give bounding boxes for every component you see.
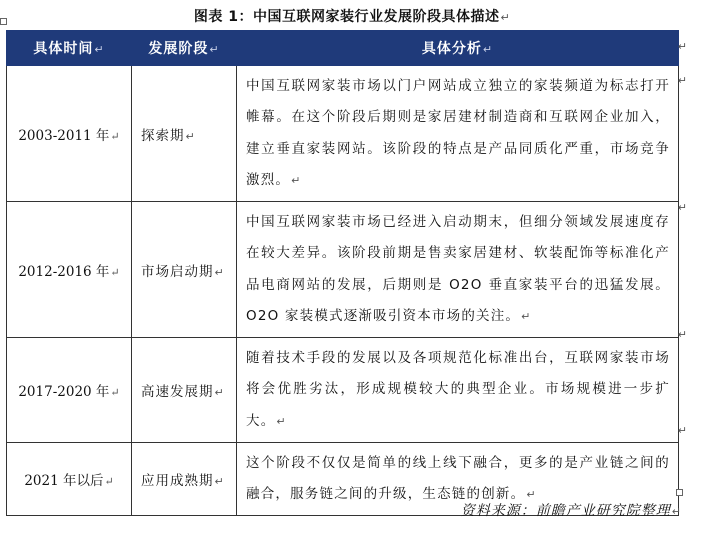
cell-period	[7, 202, 132, 338]
paragraph-mark-icon: ↵	[521, 310, 532, 323]
table-row	[7, 338, 679, 443]
stage-text: 探索期	[141, 127, 185, 144]
analysis-text: 这个阶段不仅仅是简单的线上线下融合，更多的是产业链之间的融合，服务链之间的升级，生态链的创新。	[246, 454, 670, 502]
analysis-text: 中国互联网家装市场以门户网站成立独立的家装频道为标志打开帷幕。在这个阶段后期则是家居建材制造商和互联网企业加入，建立垂直家装网站。该阶段的特点是产品同质化严重，市场竞争激烈。	[246, 77, 670, 188]
period-text: 2017-2020 年	[18, 384, 110, 400]
paragraph-mark-icon: ↵	[110, 129, 120, 143]
analysis-text: 中国互联网家装市场已经进入启动期末，但细分领域发展速度存在较大差异。该阶段前期是售卖家居建材、软装配饰等标准化产品电商网站的发展，后期则是 O2O 垂直家装平台的迅猛发展。O2O 家装模式逐渐吸引资本市场的关注。	[246, 213, 670, 324]
cell-analysis	[237, 202, 679, 338]
header-period	[7, 31, 132, 66]
stage-text: 市场启动期	[141, 263, 214, 280]
paragraph-mark-icon: ↵	[214, 386, 225, 399]
paragraph-mark-icon: ↵	[94, 43, 105, 56]
period-text: 2012-2016 年	[18, 263, 110, 280]
caption-text: 图表 1：中国互联网家装行业发展阶段具体描述	[193, 9, 500, 25]
paragraph-mark-icon: ↵	[214, 475, 225, 488]
cell-period	[7, 66, 132, 202]
cell-analysis	[237, 338, 679, 443]
table-caption	[0, 6, 704, 26]
paragraph-mark-icon: ↵	[209, 43, 220, 56]
paragraph-mark-icon: ↵	[110, 386, 120, 399]
paragraph-mark-icon: ↵	[185, 129, 196, 143]
paragraph-mark-icon: ↵	[482, 43, 494, 56]
table-row	[7, 202, 679, 338]
table-resize-handle[interactable]	[676, 489, 683, 496]
paragraph-mark-icon: ↵	[110, 265, 120, 279]
paragraph-mark-icon: ↵	[104, 475, 114, 488]
paragraph-mark-icon: ↵	[214, 265, 225, 279]
cell-analysis	[237, 66, 679, 202]
period-text: 2003-2011 年	[18, 127, 110, 144]
paragraph-mark-icon: ↵	[500, 11, 511, 24]
source-text: 资料来源：前瞻产业研究院整理	[460, 503, 671, 519]
stage-table-container	[6, 30, 678, 516]
paragraph-mark-icon: ↵	[671, 505, 682, 518]
row-end-mark-icon: ↵	[677, 40, 687, 53]
header-stage-label: 发展阶段	[148, 41, 209, 57]
paragraph-mark-icon: ↵	[276, 414, 287, 428]
stage-text: 应用成熟期	[141, 473, 214, 489]
cell-stage	[132, 202, 237, 338]
row-end-mark-icon: ↵	[677, 74, 687, 87]
period-text: 2021 年以后	[24, 473, 104, 489]
cell-stage	[132, 443, 237, 516]
analysis-text: 随着技术手段的发展以及各项规范化标准出台，互联网家装市场将会优胜劣汰，形成规模较大的典型企业。市场规模进一步扩大。	[246, 349, 670, 429]
cell-stage	[132, 338, 237, 443]
header-analysis	[237, 31, 679, 66]
row-end-mark-icon: ↵	[677, 328, 687, 341]
stage-table	[6, 30, 679, 516]
table-header-row	[7, 31, 679, 66]
cell-period	[7, 443, 132, 516]
paragraph-mark-icon: ↵	[291, 174, 302, 187]
cell-period	[7, 338, 132, 443]
header-stage	[132, 31, 237, 66]
source-note	[461, 500, 682, 520]
header-period-label: 具体时间	[33, 41, 94, 57]
table-row	[7, 66, 679, 202]
paragraph-mark-icon: ↵	[526, 488, 537, 501]
row-end-mark-icon: ↵	[677, 424, 687, 437]
row-end-mark-icon: ↵	[677, 201, 687, 214]
stage-text: 高速发展期	[141, 384, 214, 400]
header-analysis-label: 具体分析	[421, 41, 482, 57]
cell-stage	[132, 66, 237, 202]
